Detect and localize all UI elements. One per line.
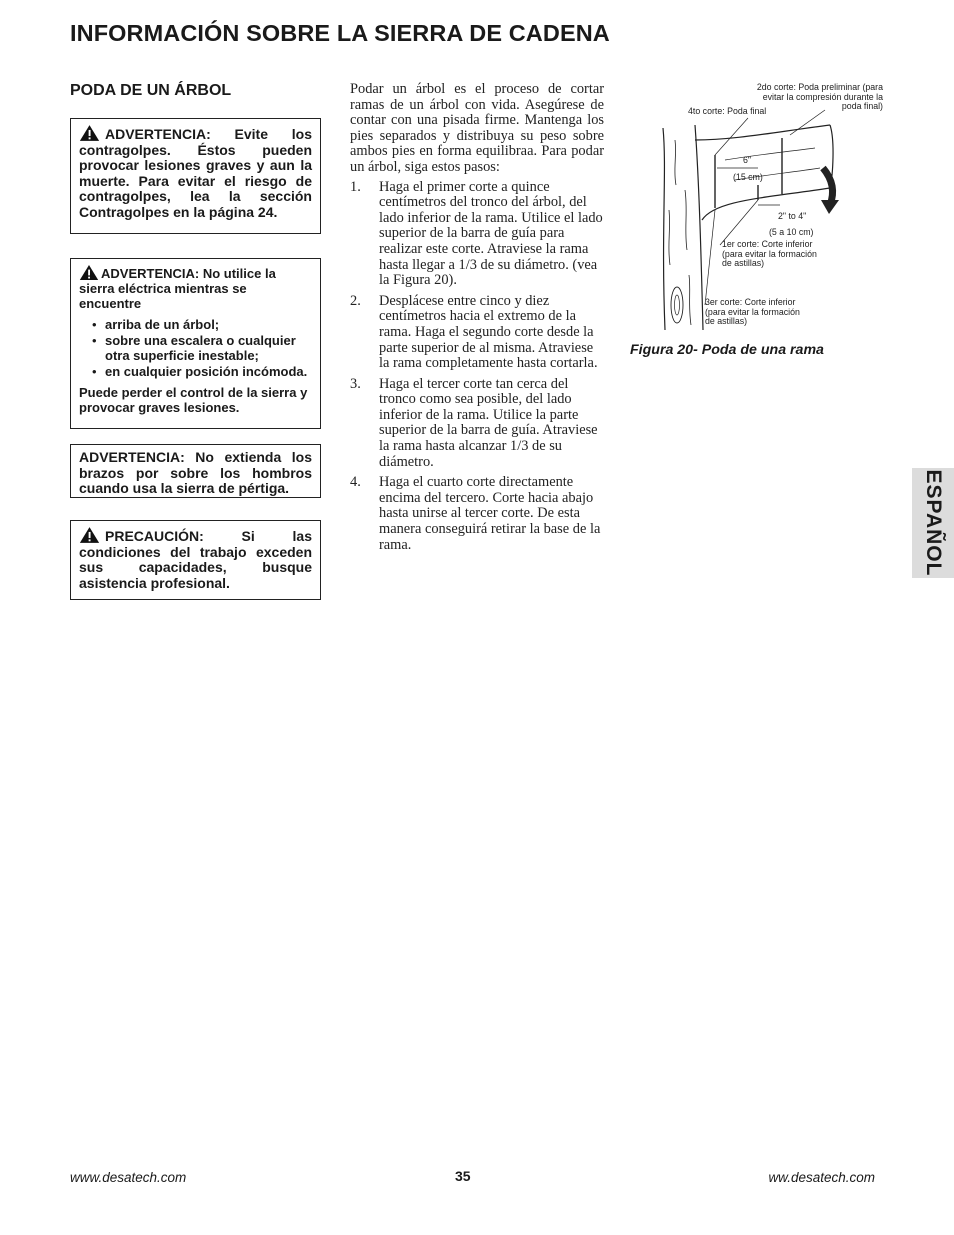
label-six-in: 6" — [743, 155, 752, 165]
section-heading: PODA DE UN ÁRBOL — [70, 82, 232, 99]
warning-triangle-icon — [79, 124, 100, 142]
label-third-cut-line2: (para evitar la formación — [705, 306, 800, 317]
language-tab-label: ESPAÑOL — [922, 469, 945, 577]
step-item: 3. Haga el tercer corte tan cerca del tronco como sea posible, del lado inferior de la rama. Utilice la parte superior de la barra de guía. Atraviese la rama hasta alcanzar 1/3 de su diámetro. — [350, 375, 598, 470]
body-text-column — [350, 82, 604, 558]
language-side-tab — [912, 468, 954, 578]
label-fifteen-cm: (15 cm) — [733, 172, 763, 182]
step-item: 2. Desplácese entre cinco y diez centímetros hacia el extremo de la rama. Haga el segundo corte desde la parte superior de al misma. Atraviese la rama completamente hasta cortarla. — [350, 292, 598, 372]
footer-website-left: www.desatech.com — [70, 1170, 187, 1185]
figure-caption: Figura 20- Poda de una rama — [630, 342, 824, 358]
label-first-cut-line2: (para evitar la formación — [722, 248, 817, 259]
caution-text: PRECAUCIÓN: Si las condiciones del trabajo exceden sus capacidades, busque asistencia profesional. — [79, 528, 312, 591]
warning-positions-outro: Puede perder el control de la sierra y provocar graves lesiones. — [79, 385, 308, 415]
label-first-cut-line3: de astillas) — [722, 258, 765, 268]
label-third-cut-line3: de astillas) — [705, 316, 748, 326]
label-fourth-cut: 4to corte: Poda final — [688, 106, 767, 116]
step-item: 4. Haga el cuarto corte directamente encima del tercero. Corte hacia abajo hasta unirse al tercer corte. De esta manera conseguirá retirar la base de la rama. — [350, 474, 601, 553]
pruning-figure — [655, 80, 890, 335]
warning-box-kickback — [70, 118, 321, 234]
label-second-cut-line2: evitar la compresión durante la — [762, 91, 883, 102]
label-second-cut-line1: 2do corte: Poda preliminar (para — [756, 82, 883, 92]
page-title: INFORMACIÓN SOBRE LA SIERRA DE CADENA — [70, 20, 610, 46]
step-item: 1. Haga el primer corte a quince centímetros del tronco del árbol, del lado inferior de la rama. Utilice el lado superior de la barra de guía para realizar este corte. Atraviese la rama hasta llegar a 1/3 de su diámetro. (vea la Figura 20). — [350, 178, 603, 289]
warning-positions-intro: ADVERTENCIA: No utilice la sierra eléctrica mientras se encuentre — [79, 266, 276, 311]
page-number: 35 — [455, 1168, 471, 1184]
label-first-cut-line1: 1er corte: Corte inferior — [722, 239, 813, 249]
warning-triangle-icon — [79, 264, 99, 281]
caution-box — [70, 520, 321, 600]
warning-kickback-text: ADVERTENCIA: Evite los contragolpes. Éstos pueden provocar lesiones graves y aun la muerte. Para evitar el riesgo de contragolpes, lea la sección Contragolpes en la página 24. — [79, 126, 312, 220]
label-third-cut-line1: 3er corte: Corte inferior — [705, 297, 796, 307]
warning-box-arms — [70, 444, 321, 498]
footer-website-right: ww.desatech.com — [768, 1170, 875, 1185]
list-item: • sobre una escalera o cualquier otra superficie inestable; — [92, 333, 296, 363]
warning-box-positions — [70, 258, 321, 429]
warning-positions-list — [79, 317, 312, 379]
label-two-four-in: 2" to 4" — [778, 211, 807, 221]
label-five-ten-cm: (5 a 10 cm) — [769, 227, 814, 237]
warning-arms-text: ADVERTENCIA: No extienda los brazos por sobre los hombros cuando usa la sierra de pértiga. — [79, 449, 312, 496]
warning-triangle-icon — [79, 526, 100, 544]
list-item: • arriba de un árbol; — [92, 317, 220, 332]
list-item: • en cualquier posición incómoda. — [92, 364, 308, 379]
body-intro: Podar un árbol es el proceso de cortar ramas de un árbol con vida. Asegúrese de contar con una pisada firme. Mantenga los pies separados y distribuya su peso sobre ambos pies en forma equilibraa. Para podar un árbol, siga estos pasos: — [350, 81, 604, 175]
label-second-cut-line3: poda final) — [841, 101, 883, 111]
steps-list — [350, 180, 604, 554]
